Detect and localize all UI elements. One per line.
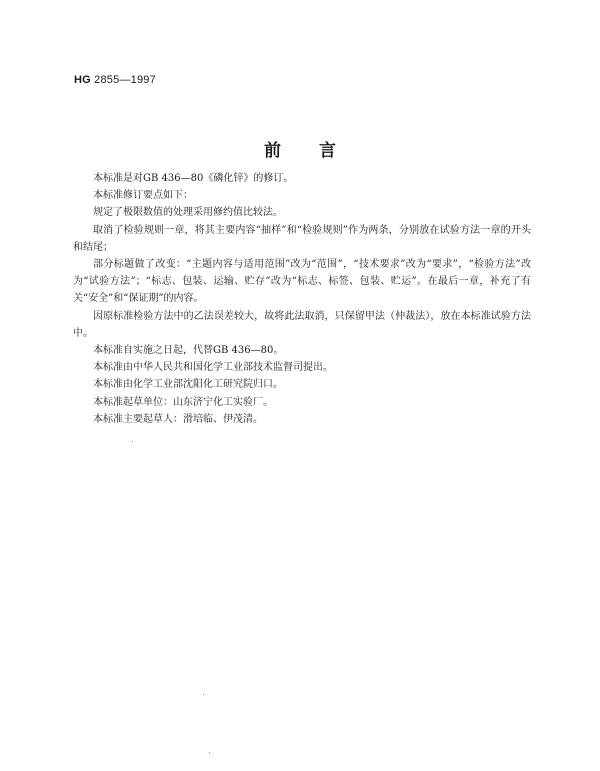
scan-speck: [209, 752, 210, 753]
scan-speck: [203, 694, 204, 695]
foreword-body: [73, 170, 531, 428]
paragraph-limit-values: 规定了极限数值的处理采用修约值比较法。: [93, 207, 283, 219]
scan-speck: [132, 441, 133, 442]
document-code: [74, 74, 156, 86]
page-title: 前言: [264, 141, 374, 161]
paragraph-drafters: 本标准主要起草人：滑培临、伊茂清。: [93, 413, 263, 425]
paragraph-revision: 本标准是对GB 436—80《磷化锌》的修订。: [93, 173, 294, 184]
paragraph-test-method: 因原标准检验方法中的乙法误差较大，故将此法取消，只保留甲法（仲裁法），放在本标准试验方法中。: [73, 310, 531, 339]
document-code-prefix: HG: [74, 74, 91, 86]
paragraph-replacement: 本标准自实施之日起，代替GB 436—80。: [93, 345, 284, 357]
paragraph-title-changes: 部分标题做了改变：“主题内容与适用范围”改为“范围”，“技术要求”改为“要求”，“检验方法”改为“试验方法”；“标志、包装、运输、贮存”改为“标志、标签、包装、贮运”。在最后一章，补充了有关“安全”和“保证期”的内容。: [73, 259, 531, 305]
document-code-number: 2855—1997: [94, 74, 156, 86]
paragraph-centralized: 本标准由化学工业部沈阳化工研究院归口。: [93, 379, 283, 391]
paragraph-proposer: 本标准由中华人民共和国化学工业部技术监督司提出。: [93, 362, 333, 374]
paragraph-drafting-unit: 本标准起草单位：山东济宁化工实验厂。: [93, 396, 273, 408]
paragraph-inspection-rules: 取消了检验规则一章，将其主要内容“抽样”和“检验规则”作为两条，分别放在试验方法一章的开头和结尾；: [73, 224, 531, 253]
paragraph-key-points: 本标准修订要点如下：: [93, 190, 193, 202]
